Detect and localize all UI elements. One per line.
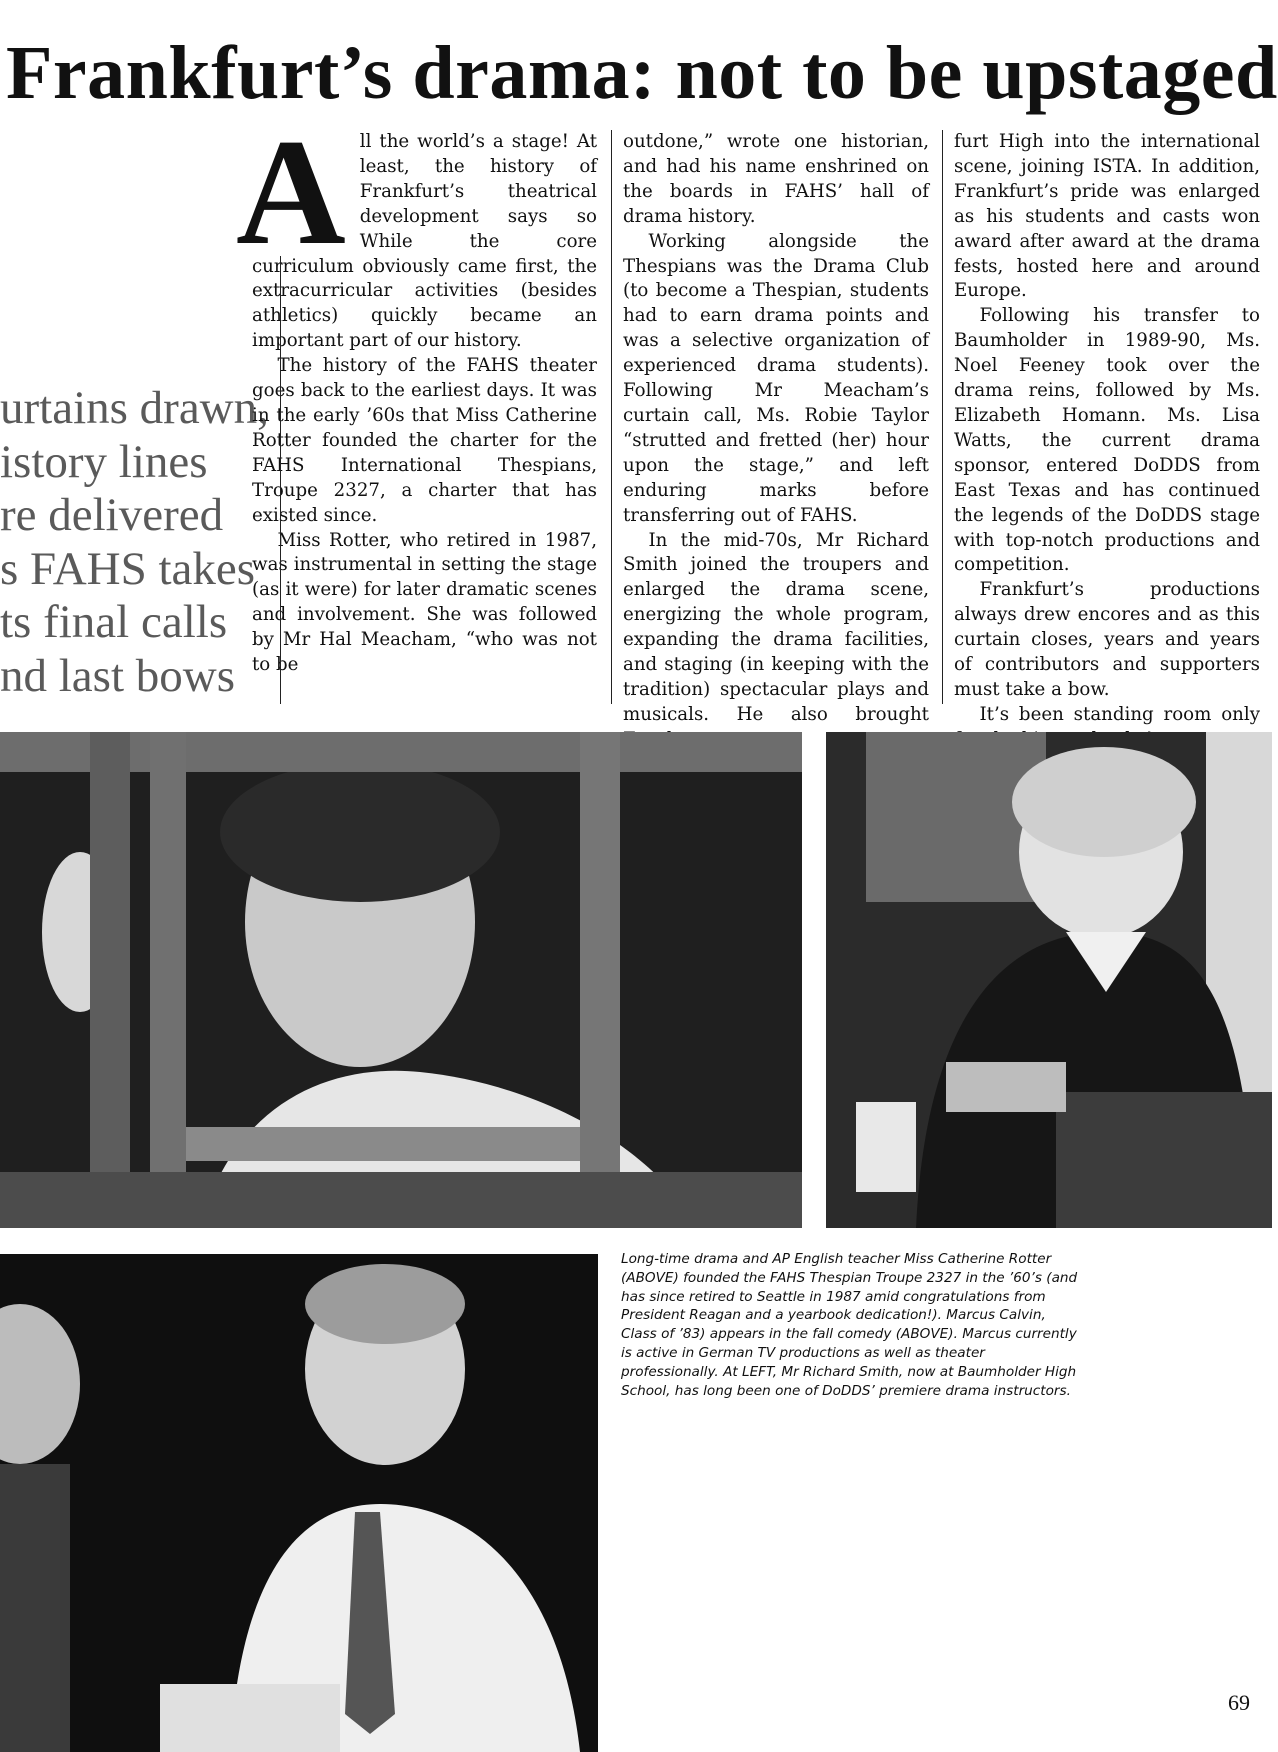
- photo-caption: Long-time drama and AP English teacher Miss Catherine Rotter (ABOVE) founded the FAHS Thespian Troupe 2327 in the ’60’s (and has since retired to Seattle in 1987 amid congratulations from President Reagan and a yearbook dedication!). Marcus Calvin, Class of ’83) appears in the fall comedy (ABOVE). Marcus currently is active in German TV productions as well as theater professionally. At LEFT, Mr Richard Smith, now at Baumholder High School, has long been one of DoDDS’ premiere drama instructors.: [621, 1251, 1078, 1399]
- pull-quote-line: s FAHS takes: [0, 542, 256, 595]
- pull-quote-line: re delivered: [0, 489, 224, 541]
- pull-quote-line: nd last bows: [0, 649, 235, 702]
- article-paragraph: It’s been standing room only: [979, 703, 1260, 725]
- article-paragraph: Following his transfer to Baumholder in 1989-90, Ms. Noel Feeney took over the drama reins, followed by Ms. Elizabeth Homann. Ms. Lisa Watts, the current drama sponsor, entered DoDDS from East Texas and has continued the legends of the DoDDS stage with top-notch productions and competition.: [954, 305, 1260, 576]
- article-paragraph: ll the world’s a stage! At least, the history of Frankfurt’s theatrical development says so While the core curriculum obviously came first, the extracurricular activities (besides athletics) quickly became an important part of our history.: [252, 131, 597, 352]
- article-paragraph: In the mid-70s, Mr Richard Smith joined the troupers and enlarged the drama scene, energizing the whole program, expanding the drama facilities, and staging (in keeping with the tradition) spectacular plays and musicals. He also brought: [623, 529, 929, 725]
- page-headline: Frankfurt’s drama: not to be upstaged: [6, 31, 1278, 115]
- article-paragraph: outdone,” wrote one historian, and had his name enshrined on the boards in FAHS’ hall of drama history.: [623, 131, 929, 227]
- pull-quote-line: urtains drawn,: [0, 382, 269, 434]
- photo-richard-smith: [0, 1254, 598, 1752]
- pull-quote-line: ts final calls: [0, 596, 228, 648]
- photo-student-window: [0, 732, 802, 1228]
- pull-quote-line: istory lines: [0, 435, 208, 488]
- page-number: 69: [1228, 1690, 1250, 1715]
- article-column-2: [623, 130, 929, 725]
- column-rule: [611, 130, 612, 704]
- article-column-3: [954, 130, 1260, 725]
- photo-miss-rotter: [826, 732, 1272, 1228]
- article-paragraph: Miss Rotter, who retired in 1987, was instrumental in setting the stage (as it were) for later dramatic scenes and involvement. She was followed by Mr Hal Meacham, “who was not to be: [252, 529, 597, 676]
- article-paragraph: Working alongside the Thespians was the Drama Club (to become a Thespian, students had to earn drama points and was a selective organization of experienced drama students). Following Mr Meacham’s curtain call, Ms. Robie Taylor “strutted and fretted (her) hour upon the stage,” and left enduring marks before transferring out of FAHS.: [623, 230, 929, 526]
- article-paragraph: furt High into the international scene, joining ISTA. In addition, Frankfurt’s pride was enlarged as his students and casts won award after award at the drama fests, hosted here and around Europe.: [954, 131, 1260, 302]
- column-rule: [942, 130, 943, 704]
- article-paragraph: Frankfurt’s productions always drew encores and as this curtain closes, years and years of contributors and supporters must take a bow.: [954, 579, 1260, 700]
- column-rule: [280, 256, 281, 704]
- pull-quote: [0, 382, 269, 703]
- drop-cap: A: [236, 108, 346, 276]
- article-column-1: [236, 108, 597, 704]
- article-paragraph: The history of the FAHS theater goes back to the earliest days. It was in the early ’60s that Miss Catherine Rotter founded the charter for the FAHS International Thespians, Troupe 2327, a charter that has existed since.: [252, 355, 597, 526]
